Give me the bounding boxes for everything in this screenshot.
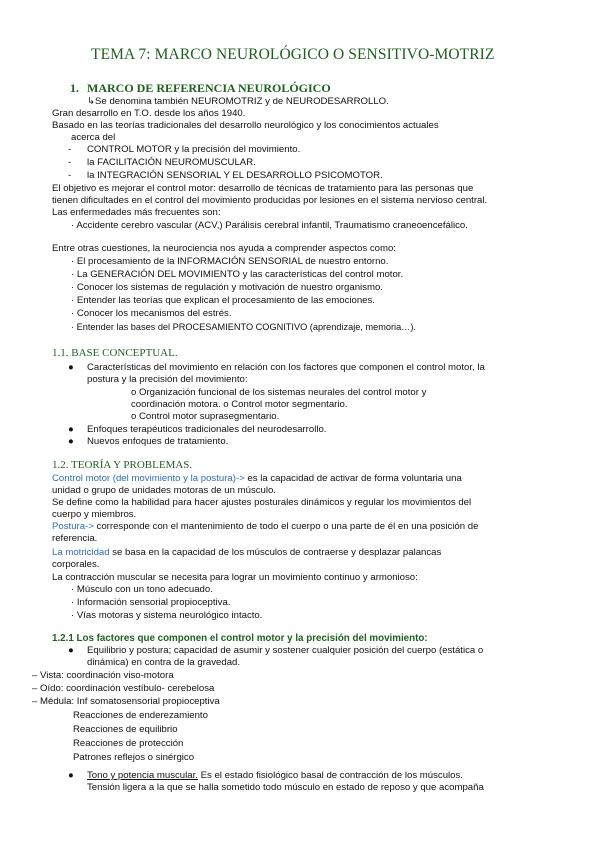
- list-item: – Médula: Inf somatosensorial propioceptiva: [32, 696, 220, 707]
- definition-text: corresponde con el mantenimiento de todo el cuerpo o una parte de él en una posición de: [93, 521, 479, 532]
- sub-item: o Control motor suprasegmentario.: [131, 411, 280, 422]
- reaction-item: Reacciones de enderezamiento: [73, 710, 208, 721]
- definition: [87, 770, 463, 782]
- dash-marker: -: [68, 170, 72, 181]
- list-item: · Conocer los sistemas de regulación y motivación de nuestro organismo.: [71, 282, 383, 293]
- definition: [52, 521, 478, 533]
- section-number: 1.: [70, 81, 79, 95]
- list-item: postura y la precisión del movimiento:: [87, 374, 248, 385]
- paragraph: Gran desarrollo en T.O. desde los años 1940.: [52, 108, 246, 119]
- list-item: · La GENERACIÓN DEL MOVIMIENTO y las características del control motor.: [71, 269, 404, 280]
- paragraph: cuerpo y miembros.: [52, 509, 137, 520]
- list-item: – Oído: coordinación vestíbulo- cerebelosa: [32, 683, 215, 694]
- term-postura: Postura->: [52, 521, 94, 532]
- paragraph: Se define como la habilidad para hacer ajustes posturales dinámicos y regular los movimientos del: [52, 497, 472, 508]
- list-item: · Conocer los mecanismos del estrés.: [71, 308, 232, 319]
- paragraph: La contracción muscular se necesita para lograr un movimiento continuo y armonioso:: [52, 572, 418, 583]
- bullet: ●: [68, 424, 74, 435]
- arrow-note: ↳Se denomina también NEUROMOTRIZ y de NEURODESARROLLO.: [87, 96, 389, 107]
- sub-item: o Organización funcional de los sistemas neurales del control motor y: [131, 387, 427, 398]
- term-tono: Tono y potencia muscular.: [87, 770, 198, 781]
- subsubsection-heading: 1.2.1 Los factores que componen el control motor y la precisión del movimiento:: [52, 633, 428, 644]
- list-item: Equilibrio y postura; capacidad de asumir y sostener cualquier posición del cuerpo (estática o: [87, 645, 484, 656]
- term-control-motor: Control motor (del movimiento y la postura)->: [52, 473, 245, 484]
- paragraph: Basado en las teorías tradicionales del desarrollo neurológico y los conocimientos actuales: [52, 120, 439, 131]
- subsection-heading: 1.2. TEORÍA Y PROBLEMAS.: [52, 459, 193, 471]
- bullet: ●: [68, 770, 74, 781]
- paragraph: unidad o grupo de unidades motoras de un músculo.: [52, 485, 277, 496]
- list-item: Características del movimiento en relación con los factores que componen el control motor, la: [87, 362, 485, 373]
- paragraph: Tensión ligera a la que se halla sometido todo músculo en estado de reposo y que acompaña: [87, 782, 484, 793]
- definition: [52, 547, 441, 559]
- reaction-item: Patrones reflejos o sinérgico: [73, 752, 195, 763]
- list-item: CONTROL MOTOR y la precisión del movimiento.: [87, 144, 301, 155]
- definition-text: Es el estado fisiológico basal de contracción de los músculos.: [197, 770, 463, 781]
- section-heading: MARCO DE REFERENCIA NEUROLÓGICO: [87, 81, 331, 95]
- paragraph: acerca del: [71, 132, 116, 143]
- list-item: Nuevos enfoques de tratamiento.: [87, 436, 229, 447]
- dash-marker: -: [68, 157, 72, 168]
- disease-list: · Accidente cerebro vascular (ACV,) Parálisis cerebral infantil, Traumatismo craneoencefálico.: [71, 220, 468, 231]
- list-item: · Información sensorial propioceptiva.: [71, 597, 231, 608]
- definition-text: es la capacidad de activar de forma voluntaria una: [244, 473, 462, 484]
- bullet: ●: [68, 436, 74, 447]
- list-item: · Músculo con un tono adecuado.: [71, 584, 213, 595]
- list-item: la FACILITACIÓN NEUROMUSCULAR.: [87, 157, 256, 168]
- paragraph: Las enfermedades más frecuentes son:: [52, 207, 221, 218]
- list-item: · Entender las teorías que explican el procesamiento de las emociones.: [71, 295, 375, 306]
- paragraph: corporales.: [52, 559, 100, 570]
- list-item: la INTEGRACIÓN SENSORIAL Y EL DESARROLLO PSICOMOTOR.: [87, 170, 383, 181]
- list-item: dinámica) en contra de la gravedad.: [87, 657, 241, 668]
- list-item: · El procesamiento de la INFORMACIÓN SENSORIAL de nuestro entorno.: [71, 256, 389, 267]
- paragraph: referencia.: [52, 533, 98, 544]
- bullet: ●: [68, 645, 74, 656]
- definition-text: se basa en la capacidad de los músculos de contraerse y desplazar palancas: [109, 547, 442, 558]
- bullet: ●: [68, 362, 74, 373]
- list-item: – Vista: coordinación viso-motora: [32, 670, 174, 681]
- list-item: · Vías motoras y sistema neurológico intacto.: [71, 610, 263, 621]
- list-item: Enfoques terapéuticos tradicionales del neurodesarrollo.: [87, 424, 327, 435]
- definition: [52, 473, 462, 485]
- paragraph: tienen dificultades en el control del movimiento producidas por lesiones en el sistema nervioso central.: [52, 195, 488, 206]
- subsection-heading: 1.1. BASE CONCEPTUAL.: [52, 347, 178, 359]
- term-motricidad: La motricidad: [52, 547, 110, 558]
- paragraph: El objetivo es mejorar el control motor: desarrollo de técnicas de tratamiento para las personas que: [52, 183, 474, 194]
- reaction-item: Reacciones de equilibrio: [73, 724, 178, 735]
- reaction-item: Reacciones de protección: [73, 738, 184, 749]
- page-title: TEMA 7: MARCO NEUROLÓGICO O SENSITIVO-MOTRIZ: [91, 46, 495, 63]
- dash-marker: -: [68, 144, 72, 155]
- sub-item: coordinación motora. o Control motor segmentario.: [131, 399, 348, 410]
- paragraph: Entre otras cuestiones, la neurociencia nos ayuda a comprender aspectos como:: [52, 243, 396, 254]
- list-item: · Entender las bases del PROCESAMIENTO COGNITIVO (aprendizaje, memoria…).: [71, 322, 416, 332]
